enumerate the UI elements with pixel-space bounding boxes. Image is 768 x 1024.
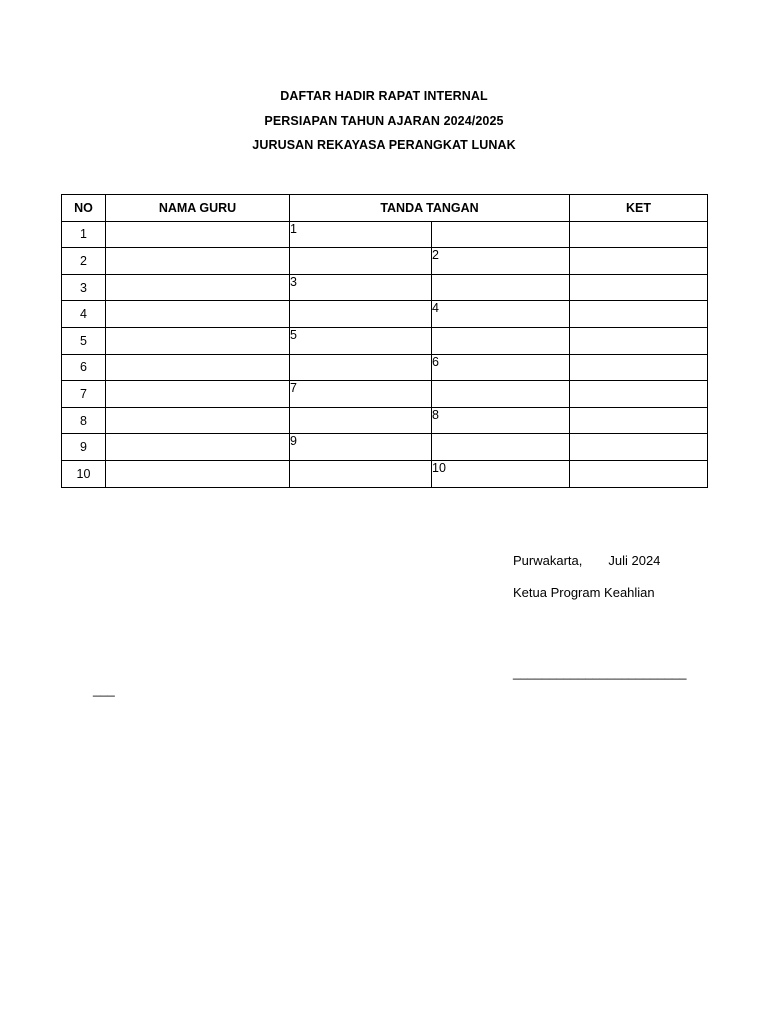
row-signature-left-cell: 3: [290, 274, 432, 301]
row-note-cell: [570, 221, 708, 248]
row-name-cell: [106, 221, 290, 248]
row-signature-right-cell: 8: [432, 407, 570, 434]
row-signature-left-cell: [290, 354, 432, 381]
row-signature-left-cell: [290, 460, 432, 487]
attendance-table: [61, 194, 708, 488]
row-signature-left-cell: [290, 301, 432, 328]
table-row: [62, 327, 708, 354]
row-no-cell: 2: [62, 248, 106, 275]
table-row: [62, 274, 708, 301]
place-text: Purwakarta,: [513, 553, 583, 568]
row-signature-right-cell: [432, 327, 570, 354]
row-note-cell: [570, 381, 708, 408]
row-signature-right-cell: [432, 381, 570, 408]
document-title: [0, 86, 768, 160]
row-name-cell: [106, 248, 290, 275]
row-name-cell: [106, 301, 290, 328]
table-row: [62, 248, 708, 275]
row-signature-left-cell: 7: [290, 381, 432, 408]
row-signature-right-cell: 10: [432, 460, 570, 487]
header-signature: TANDA TANGAN: [290, 195, 570, 222]
row-name-cell: [106, 274, 290, 301]
row-signature-left-cell: 1: [290, 221, 432, 248]
table-body: [62, 221, 708, 487]
row-signature-right-cell: 4: [432, 301, 570, 328]
row-signature-right-cell: 6: [432, 354, 570, 381]
row-note-cell: [570, 248, 708, 275]
row-name-cell: [106, 434, 290, 461]
row-note-cell: [570, 301, 708, 328]
table-header-row: [62, 195, 708, 222]
position-text: Ketua Program Keahlian: [513, 585, 655, 600]
row-name-cell: [106, 327, 290, 354]
row-signature-left-cell: [290, 407, 432, 434]
signature-line: ________________________: [513, 665, 687, 680]
row-no-cell: 9: [62, 434, 106, 461]
row-no-cell: 7: [62, 381, 106, 408]
title-line-2: PERSIAPAN TAHUN AJARAN 2024/2025: [264, 113, 504, 128]
header-name: NAMA GURU: [106, 195, 290, 222]
table-row: [62, 434, 708, 461]
signature-block: [513, 551, 660, 603]
row-signature-right-cell: [432, 434, 570, 461]
row-note-cell: [570, 460, 708, 487]
place-date: [513, 551, 660, 571]
row-note-cell: [570, 407, 708, 434]
row-note-cell: [570, 327, 708, 354]
row-name-cell: [106, 354, 290, 381]
row-signature-left-cell: 9: [290, 434, 432, 461]
row-name-cell: [106, 460, 290, 487]
row-no-cell: 4: [62, 301, 106, 328]
row-signature-right-cell: [432, 221, 570, 248]
row-no-cell: 3: [62, 274, 106, 301]
table-row: [62, 460, 708, 487]
row-signature-left-cell: 5: [290, 327, 432, 354]
row-name-cell: [106, 407, 290, 434]
row-signature-right-cell: [432, 274, 570, 301]
row-no-cell: 8: [62, 407, 106, 434]
table-row: [62, 354, 708, 381]
row-note-cell: [570, 274, 708, 301]
header-no: NO: [62, 195, 106, 222]
row-no-cell: 1: [62, 221, 106, 248]
row-note-cell: [570, 434, 708, 461]
table-row: [62, 301, 708, 328]
month-year-text: Juli 2024: [608, 553, 661, 568]
row-name-cell: [106, 381, 290, 408]
header-note: KET: [570, 195, 708, 222]
row-no-cell: 5: [62, 327, 106, 354]
table-row: [62, 407, 708, 434]
table-row: [62, 221, 708, 248]
row-no-cell: 10: [62, 460, 106, 487]
stray-underline: ___: [93, 682, 115, 697]
title-line-3: JURUSAN REKAYASA PERANGKAT LUNAK: [252, 138, 516, 152]
row-signature-left-cell: [290, 248, 432, 275]
title-line-1: DAFTAR HADIR RAPAT INTERNAL: [280, 89, 488, 103]
row-note-cell: [570, 354, 708, 381]
row-signature-right-cell: 2: [432, 248, 570, 275]
row-no-cell: 6: [62, 354, 106, 381]
table-row: [62, 381, 708, 408]
